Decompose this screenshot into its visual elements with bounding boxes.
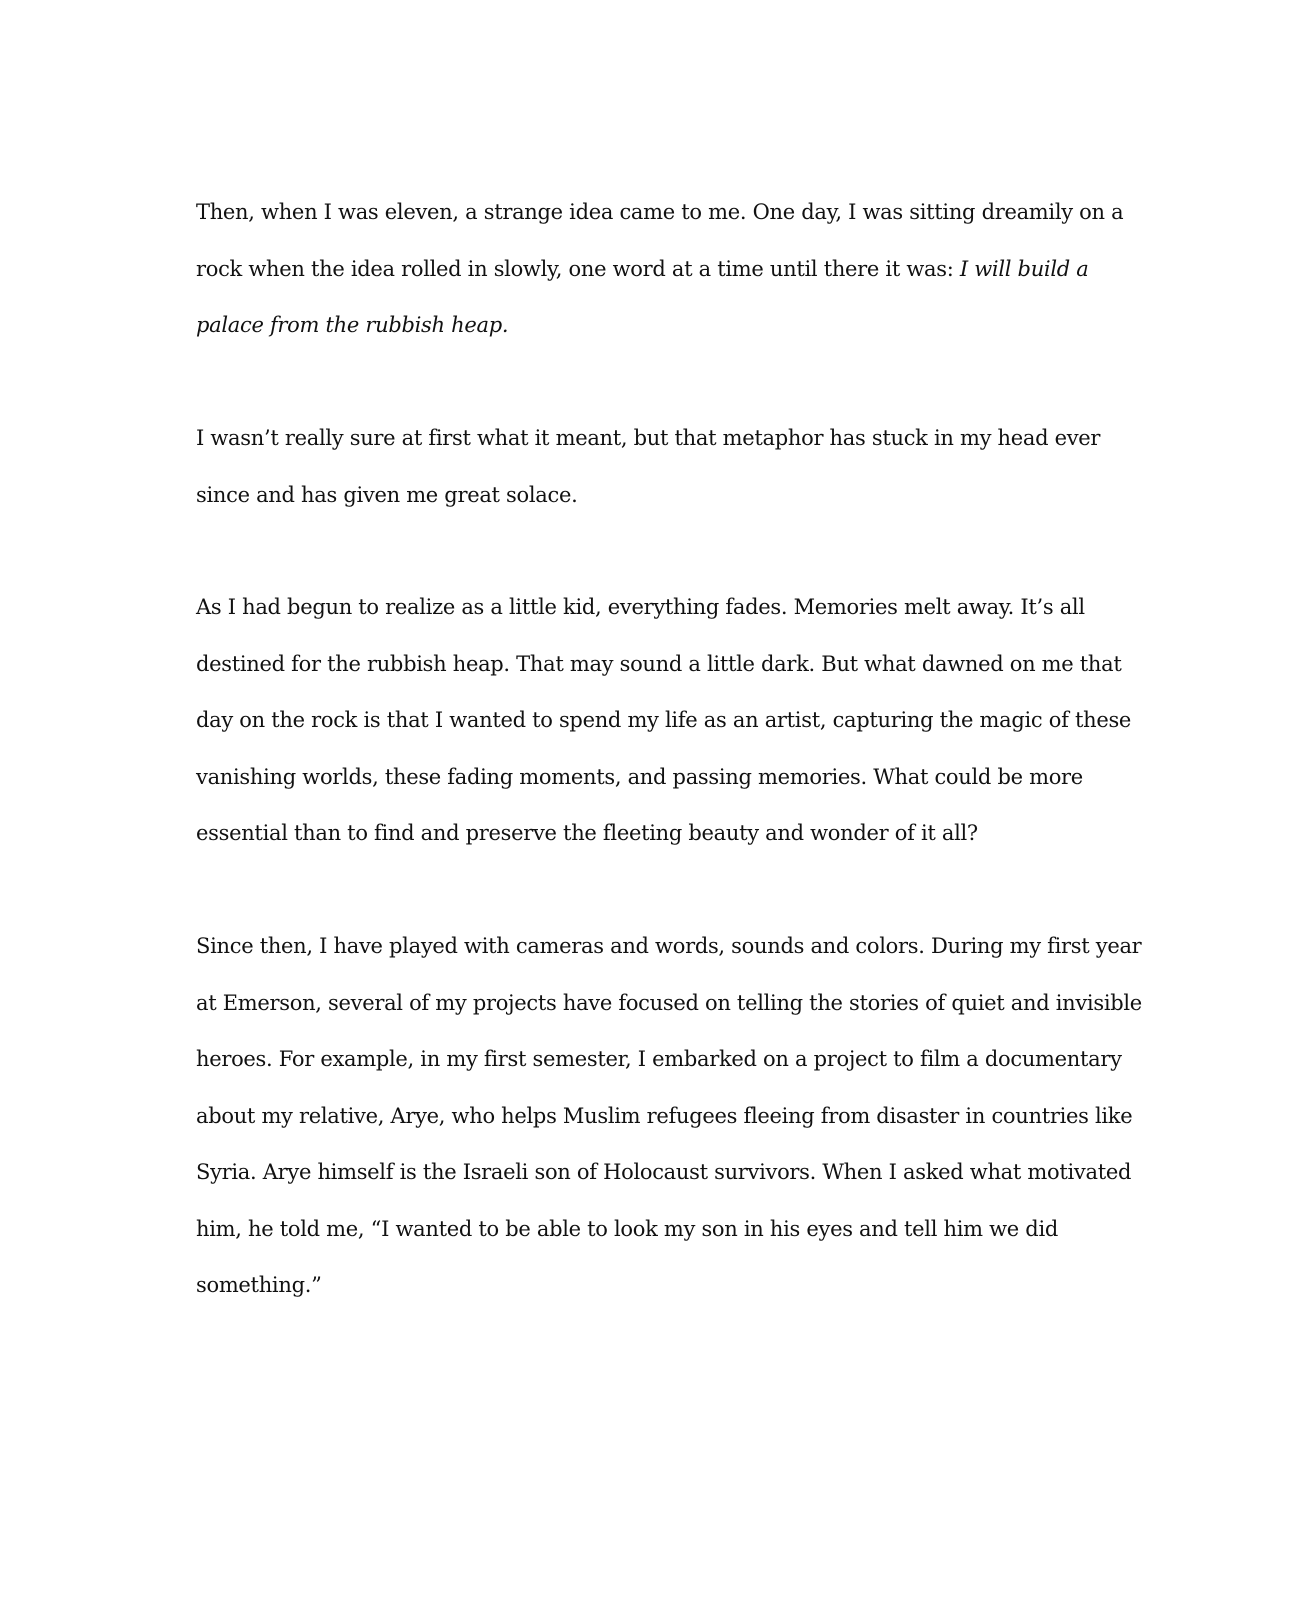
paragraph-line bbox=[196, 579, 1085, 635]
paragraph-line bbox=[196, 918, 1141, 974]
paragraph-line bbox=[196, 1201, 1058, 1257]
paragraph-line bbox=[196, 636, 1122, 692]
paragraph-line bbox=[196, 1031, 1122, 1087]
text-segment: about my relative, Arye, who helps Muslim refugees fleeing from disaster in countries like bbox=[196, 1103, 1133, 1128]
text-segment: him, he told me, “I wanted to be able to look my son in his eyes and tell him we did bbox=[196, 1216, 1058, 1241]
paragraph-line bbox=[196, 410, 1100, 466]
text-segment: destined for the rubbish heap. That may sound a little dark. But what dawned on me that bbox=[196, 651, 1122, 676]
text-segment: heroes. For example, in my first semester, I embarked on a project to film a documentary bbox=[196, 1047, 1122, 1071]
paragraph-line bbox=[196, 1144, 1131, 1200]
paragraph-line bbox=[196, 975, 1142, 1031]
text-segment: Then, when I was eleven, a strange idea came to me. One day, I was sitting dreamily on a bbox=[196, 200, 1124, 224]
text-segment: As I had begun to realize as a little kid, everything fades. Memories melt away. It’s all bbox=[196, 595, 1085, 619]
paragraph-line bbox=[196, 184, 1123, 240]
paragraph-line bbox=[196, 692, 1131, 748]
text-segment: something.” bbox=[196, 1273, 322, 1297]
paragraph-line bbox=[196, 297, 508, 353]
paragraph-line bbox=[196, 749, 1083, 805]
text-segment: vanishing worlds, these fading moments, and passing memories. What could be more bbox=[196, 764, 1083, 789]
text-segment: day on the rock is that I wanted to spend my life as an artist, capturing the magic of these bbox=[196, 708, 1132, 732]
italic-text: I will build a bbox=[959, 256, 1089, 281]
paragraph-line bbox=[196, 805, 978, 861]
text-segment: Since then, I have played with cameras and words, sounds and colors. During my first year bbox=[196, 934, 1142, 958]
paragraph-line bbox=[196, 1257, 322, 1313]
text-segment: essential than to find and preserve the fleeting beauty and wonder of it all? bbox=[196, 821, 978, 845]
text-segment: Syria. Arye himself is the Israeli son of Holocaust survivors. When I asked what motivated bbox=[196, 1160, 1132, 1184]
text-segment: since and has given me great solace. bbox=[196, 482, 578, 507]
text-segment: I wasn’t really sure at first what it meant, but that metaphor has stuck in my head ever bbox=[196, 426, 1101, 450]
paragraph-line bbox=[196, 467, 577, 523]
paragraph-line bbox=[196, 241, 1089, 297]
text-segment: rock when the idea rolled in slowly, one word at a time until there it was: bbox=[196, 256, 960, 281]
paragraph-line bbox=[196, 1088, 1132, 1144]
text-segment: at Emerson, several of my projects have focused on telling the stories of quiet and invisible bbox=[196, 990, 1142, 1015]
italic-text: palace from the rubbish heap. bbox=[196, 313, 509, 337]
